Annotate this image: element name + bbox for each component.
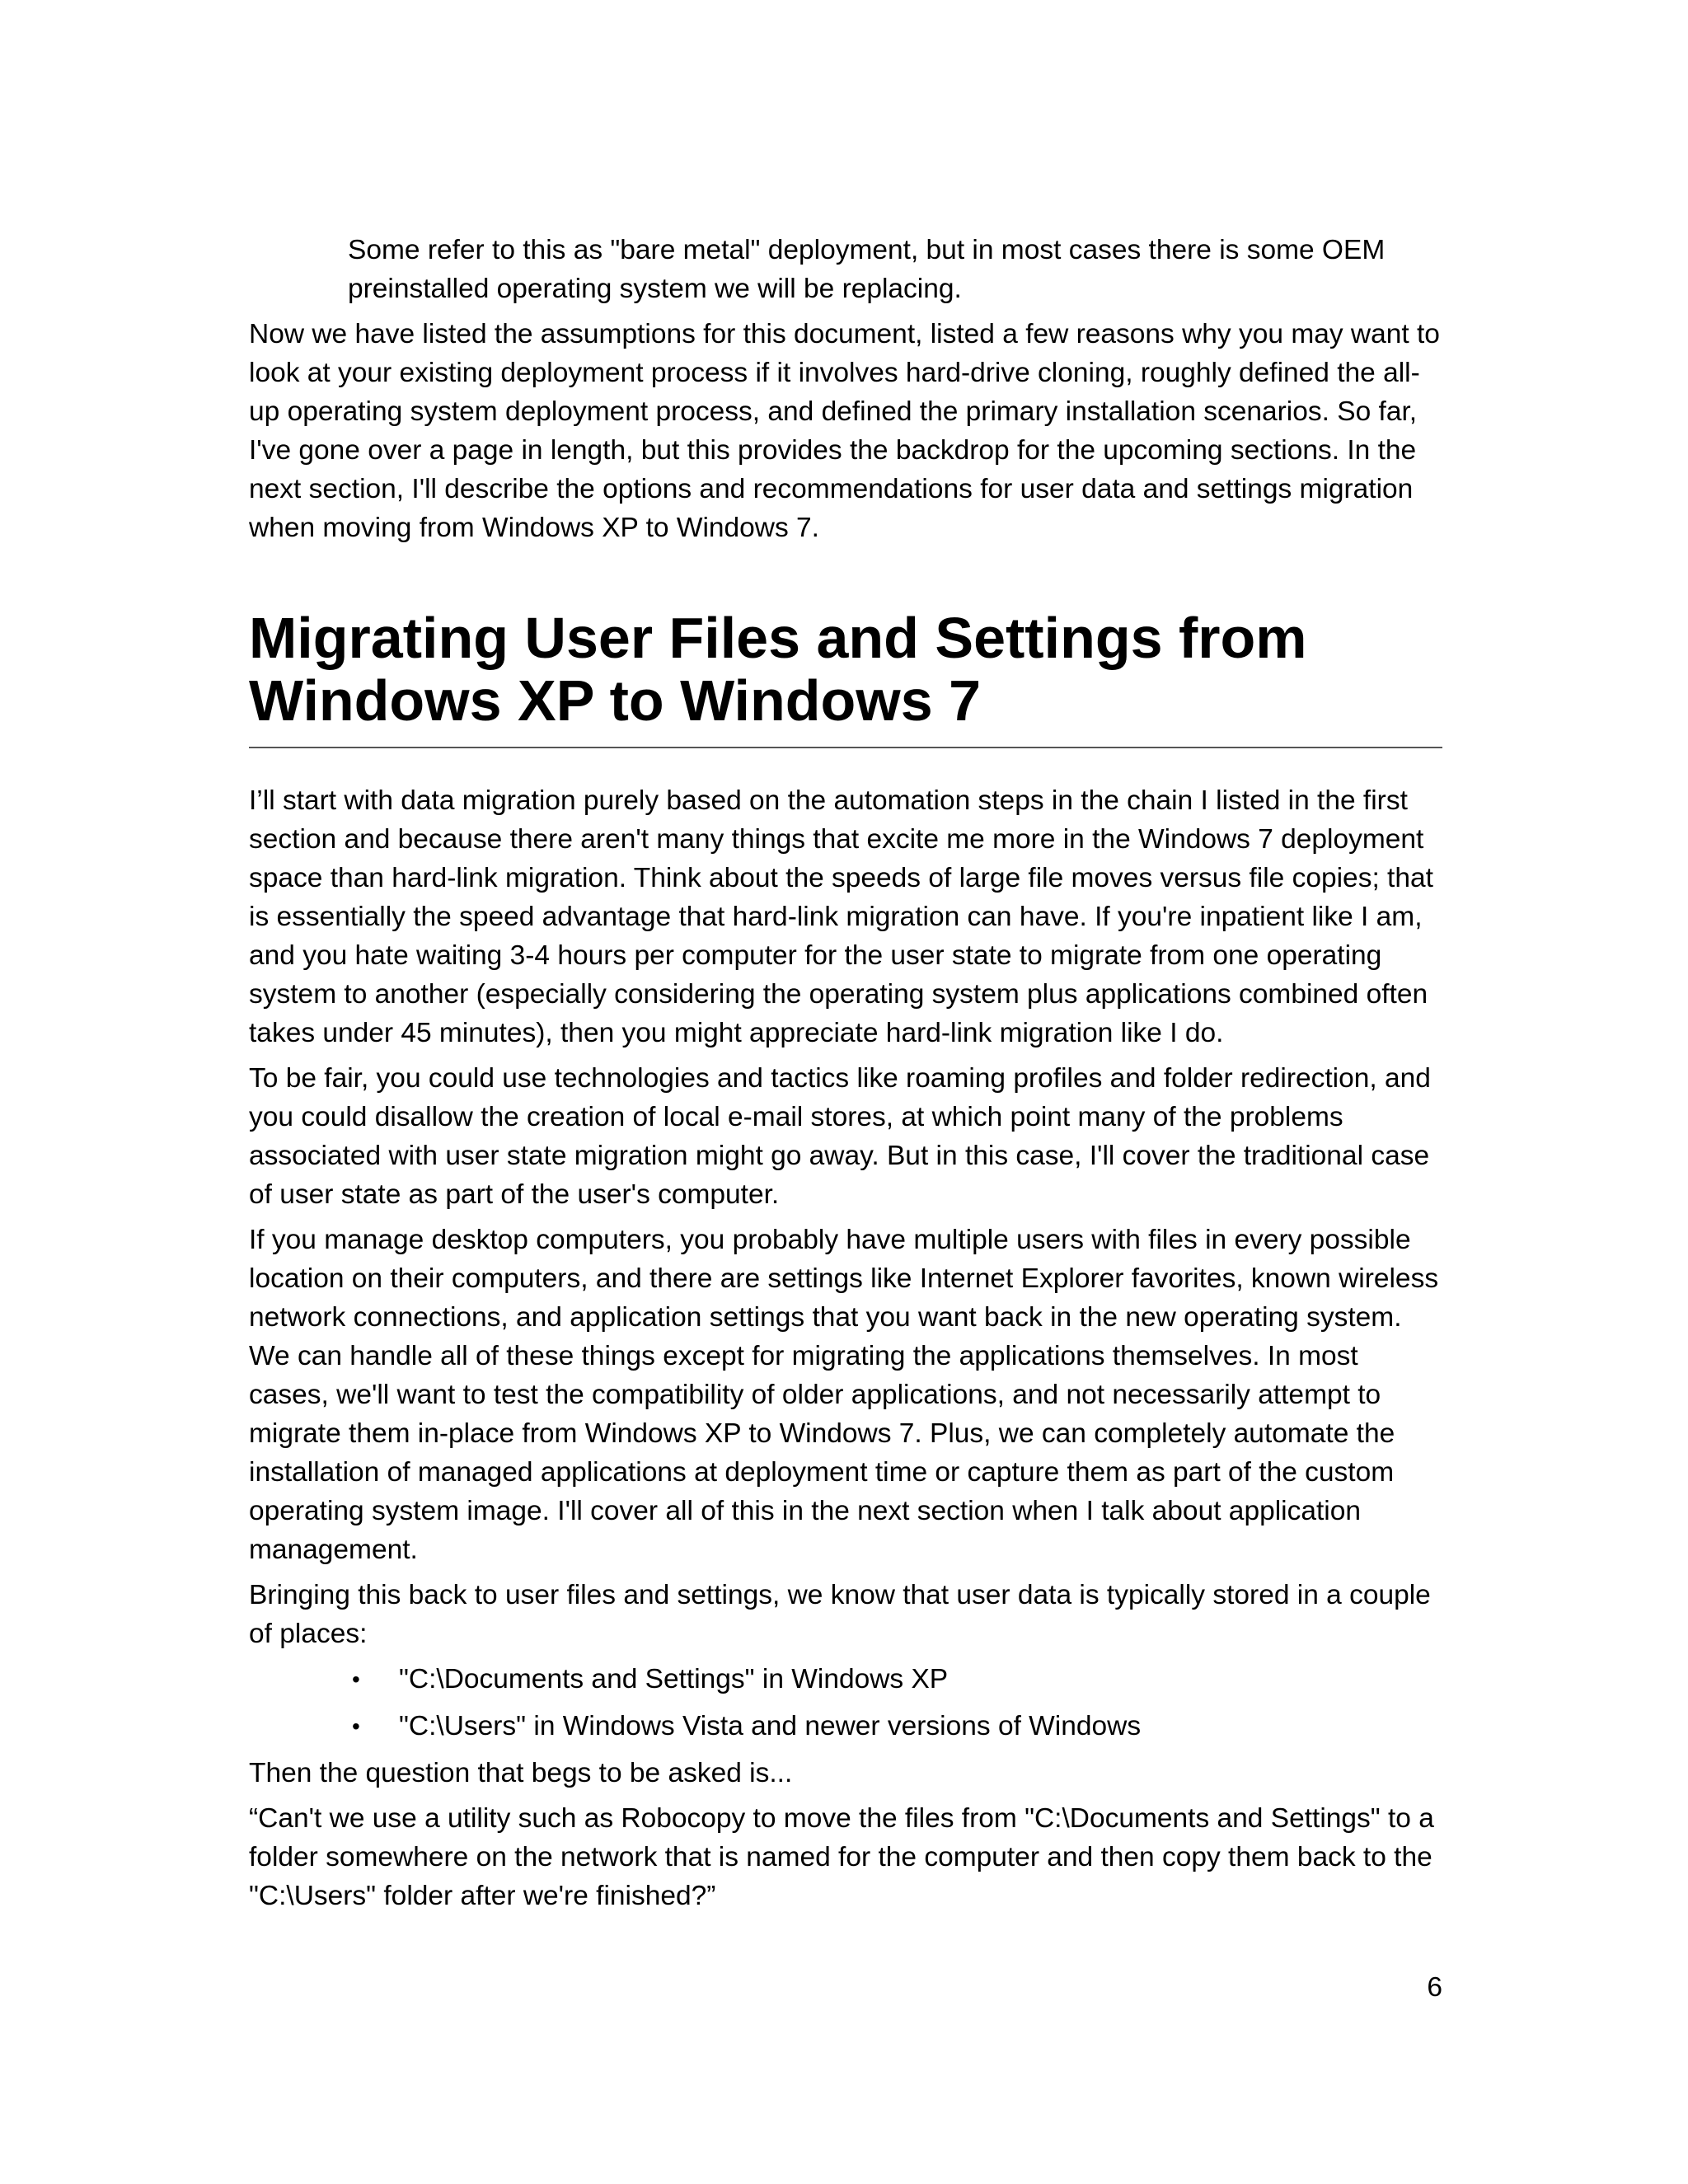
page-number: 6 xyxy=(1427,1972,1442,2003)
after-list-paragraph: Then the question that begs to be asked is... xyxy=(249,1758,793,1788)
list-item-text: "C:\Documents and Settings" in Windows XP xyxy=(399,1664,949,1694)
body-paragraph-4: Bringing this back to user files and settings, we know that user data is typically stored in a couple of places: xyxy=(249,1580,1431,1649)
body-paragraph-1: I’ll start with data migration purely based on the automation steps in the chain I listed in the first section and because there aren't many things that excite me more in the Windows 7 deployment space than hard-link migration. Think about the speeds of large file moves versus file copies; that is essentially the speed advantage that hard-link migration can have. If you're inpatient like I am, and you hate waiting 3-4 hours per computer for the user state to migrate from one operating system to another (especially considering the operating system plus applications combined often takes under 45 minutes), then you might appreciate hard-link migration like I do. xyxy=(249,785,1433,1048)
intro-indented-paragraph: Some refer to this as "bare metal" deployment, but in most cases there is some OEM preinstalled operating system we will be replacing. xyxy=(348,235,1386,304)
intro-paragraph: Now we have listed the assumptions for this document, listed a few reasons why you may want to look at your existing deployment process if it involves hard-drive cloning, roughly defined the all-up operating system deployment process, and defined the primary installation scenarios. So far, I've gone over a page in length, but this provides the backdrop for the upcoming sections. In the next section, I'll describe the options and recommendations for user data and settings migration when moving from Windows XP to Windows 7. xyxy=(249,319,1440,543)
page-content xyxy=(249,231,1442,1922)
list-item-text: "C:\Users" in Windows Vista and newer versions of Windows xyxy=(399,1711,1142,1741)
quote-paragraph: “Can't we use a utility such as Robocopy to move the files from "C:\Documents and Settings" to a folder somewhere on the network that is named for the computer and then copy them back to the "C:\Users" folder after we're finished?” xyxy=(249,1803,1434,1911)
user-data-locations-list xyxy=(249,1660,1442,1746)
list-item xyxy=(249,1660,1442,1699)
list-item xyxy=(249,1707,1442,1746)
bullet-icon: • xyxy=(352,1713,360,1739)
body-paragraph-3: If you manage desktop computers, you probably have multiple users with files in every possible location on their computers, and there are settings like Internet Explorer favorites, known wireless network connections, and application settings that you want back in the new operating system. We can handle all of these things except for migrating the applications themselves. In most cases, we'll want to test the compatibility of older applications, and not necessarily attempt to migrate them in-place from Windows XP to Windows 7. Plus, we can completely automate the installation of managed applications at deployment time or capture them as part of the custom operating system image. I'll cover all of this in the next section when I talk about application management. xyxy=(249,1225,1439,1565)
bullet-icon: • xyxy=(352,1666,360,1692)
section-heading: Migrating User Files and Settings from Windows XP to Windows 7 xyxy=(249,607,1442,748)
body-paragraph-2: To be fair, you could use technologies and tactics like roaming profiles and folder redirection, and you could disallow the creation of local e-mail stores, at which point many of the problems associated with user state migration might go away. But in this case, I'll cover the traditional case of user state as part of the user's computer. xyxy=(249,1063,1431,1210)
